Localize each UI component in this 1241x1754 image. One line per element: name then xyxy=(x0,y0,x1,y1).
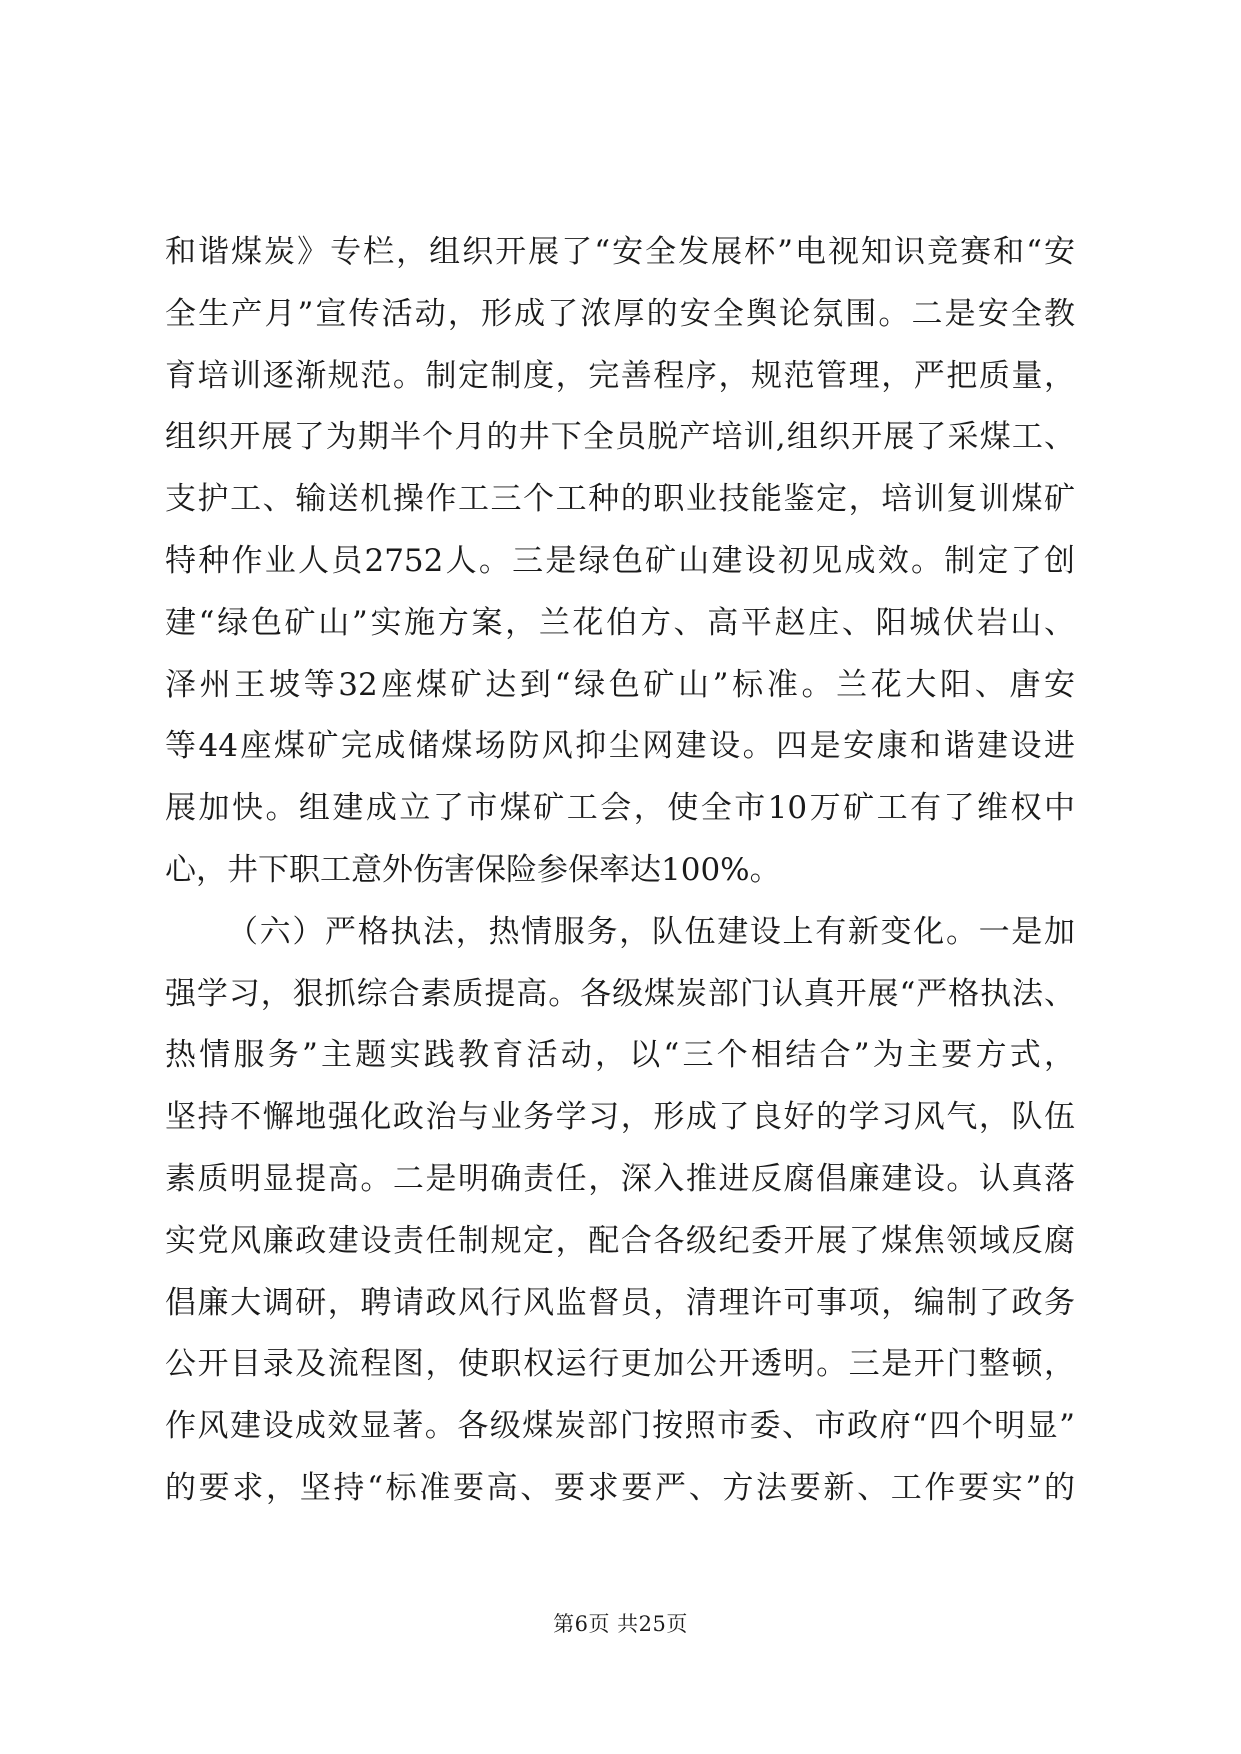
text-line: 倡廉大调研，聘请政风行风监督员，清理许可事项，编制了政务 xyxy=(165,1284,1075,1321)
text-line: 实党风廉政建设责任制规定，配合各级纪委开展了煤焦领域反腐 xyxy=(165,1222,1075,1259)
text-line: 坚持不懈地强化政治与业务学习，形成了良好的学习风气，队伍 xyxy=(165,1099,1075,1136)
text-line: 建“绿色矿山”实施方案，兰花伯方、高平赵庄、阳城伏岩山、 xyxy=(165,604,1075,641)
text-line: 支护工、输送机操作工三个工种的职业技能鉴定，培训复训煤矿 xyxy=(165,481,1075,518)
text-line: 作风建设成效显著。各级煤炭部门按照市委、市政府“四个明显” xyxy=(165,1408,1075,1445)
paragraph-2 xyxy=(165,902,1075,1520)
text-line: 强学习，狠抓综合素质提高。各级煤炭部门认真开展“严格执法、 xyxy=(165,975,1075,1012)
text-line: 组织开展了为期半个月的井下全员脱产培训,组织开展了采煤工、 xyxy=(165,419,1075,456)
text-line: 等44座煤矿完成储煤场防风抑尘网建设。四是安康和谐建设进 xyxy=(165,728,1075,765)
text-line: （六）严格执法，热情服务，队伍建设上有新变化。一是加 xyxy=(227,913,1075,950)
text-line: 泽州王坡等32座煤矿达到“绿色矿山”标准。兰花大阳、唐安 xyxy=(165,666,1075,703)
paragraph-1 xyxy=(165,222,1075,902)
text-line: 的要求，坚持“标准要高、要求要严、方法要新、工作要实”的 xyxy=(165,1469,1075,1506)
text-line: 心，井下职工意外伤害保险参保率达100%。 xyxy=(165,851,781,888)
text-line: 素质明显提高。二是明确责任，深入推进反腐倡廉建设。认真落 xyxy=(165,1160,1075,1197)
text-line: 育培训逐渐规范。制定制度，完善程序，规范管理，严把质量， xyxy=(165,357,1075,394)
text-line: 和谐煤炭》专栏，组织开展了“安全发展杯”电视知识竞赛和“安 xyxy=(165,234,1075,270)
document-body xyxy=(165,222,1075,1520)
text-line: 热情服务”主题实践教育活动，以“三个相结合”为主要方式， xyxy=(165,1037,1075,1074)
text-line: 全生产月”宣传活动，形成了浓厚的安全舆论氛围。二是安全教 xyxy=(165,295,1075,332)
page-number-footer: 第6页 共25页 xyxy=(553,1612,688,1636)
text-line: 特种作业人员2752人。三是绿色矿山建设初见成效。制定了创 xyxy=(165,542,1075,579)
text-line: 展加快。组建成立了市煤矿工会，使全市10万矿工有了维权中 xyxy=(165,790,1075,827)
text-line: 公开目录及流程图，使职权运行更加公开透明。三是开门整顿， xyxy=(165,1346,1075,1383)
